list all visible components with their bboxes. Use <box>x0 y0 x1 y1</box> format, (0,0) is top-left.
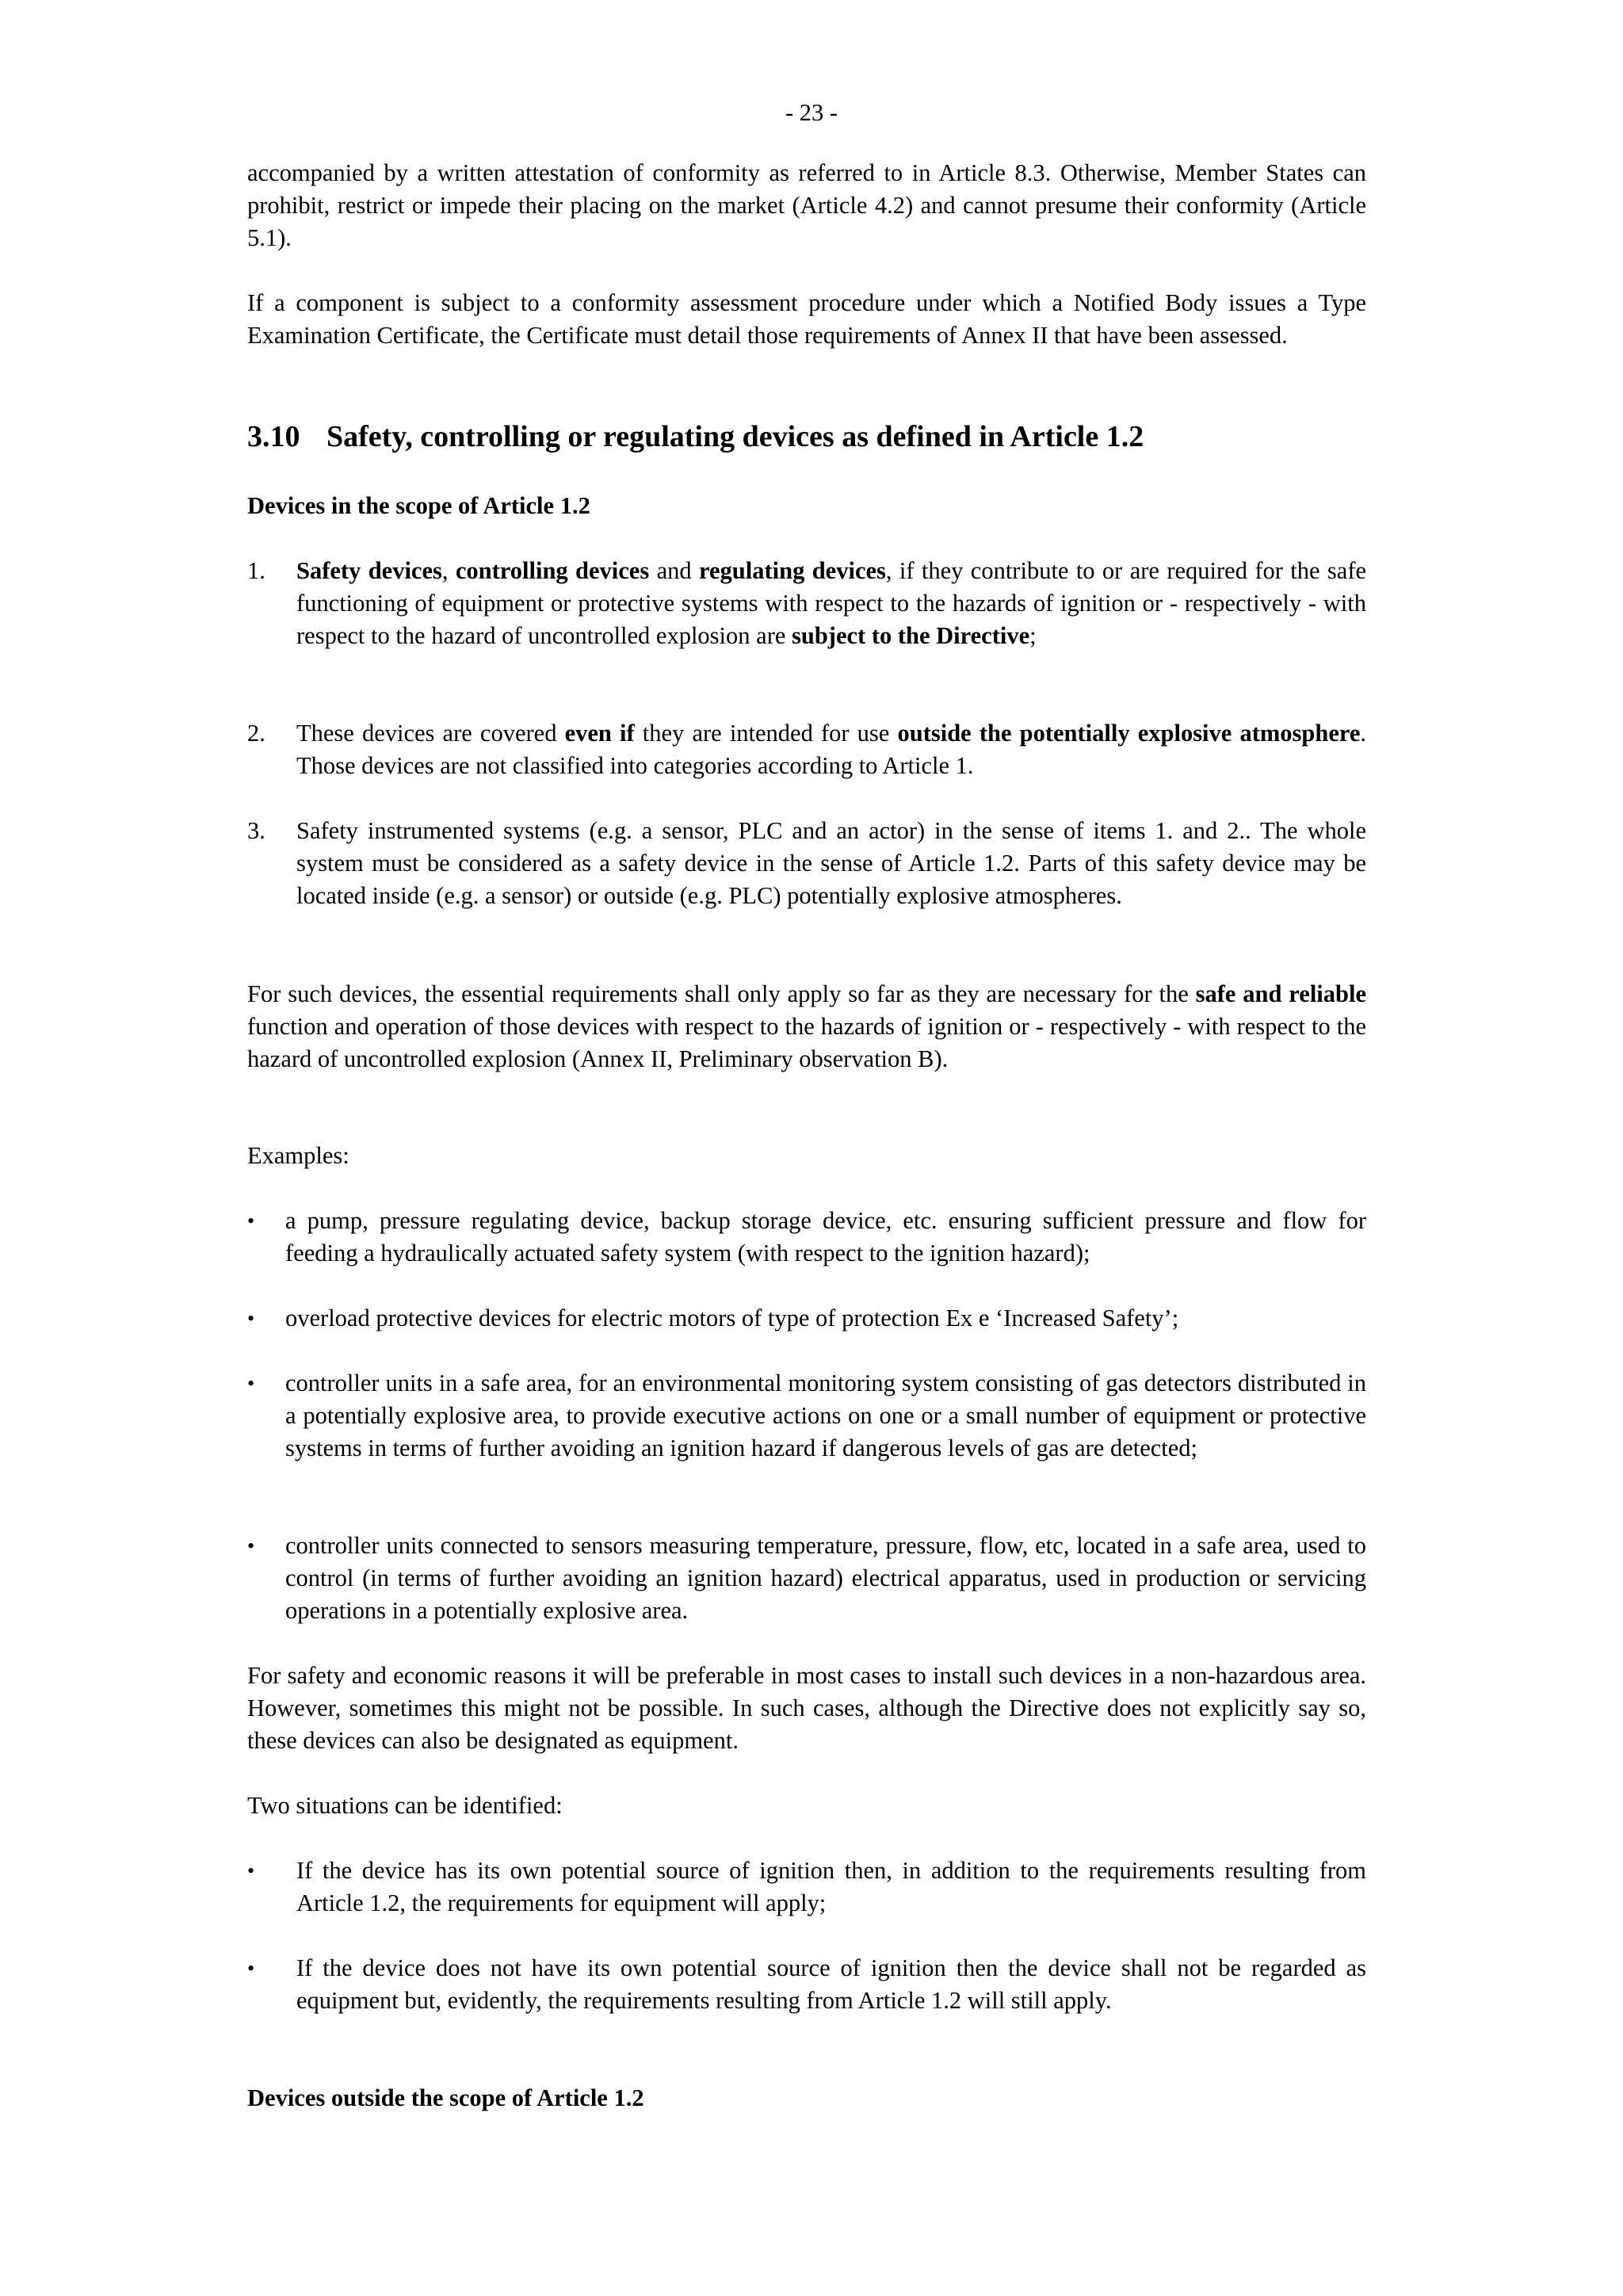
emphasis-text: outside the potentially explosive atmosphere <box>897 720 1361 747</box>
paragraph-non-hazardous: For safety and economic reasons it will be preferable in most cases to install such devices in a non-hazardous area. However, sometimes this might not be possible. In such cases, although the Directive does not explicitly say so, these devices can also be designated as equipment. <box>247 1662 1366 1754</box>
paragraph-attestation: accompanied by a written attestation of conformity as referred to in Article 8.3. Otherwise, Member States can prohibit, restrict or impede their placing on the market (Article 4.2) and cannot presume their conformity (Article 5.1). <box>247 159 1366 251</box>
examples-label: Examples: <box>247 1142 349 1169</box>
numbered-item-3 <box>247 815 1366 912</box>
item-marker: 2. <box>247 720 265 747</box>
item-text: Safety devices, controlling devices and regulating devices, if they contribute to or are required for the safe functioning of equipment or protective systems with respect to the hazards of ignition or - respectively - with respect to the hazard of uncontrolled explosion are subject to the Directive; <box>296 557 1367 649</box>
item-text: These devices are covered even if they are intended for use outside the potentially explosive atmosphere. Those devices are not classified into categories according to Article 1. <box>296 720 1367 779</box>
emphasis-text: Safety devices <box>296 557 442 584</box>
section-number: 3.10 <box>247 420 300 453</box>
subheading-in-scope: Devices in the scope of Article 1.2 <box>247 492 590 519</box>
numbered-item-1 <box>247 555 1366 652</box>
item-marker: 3. <box>247 817 265 844</box>
emphasis-text: safe and reliable <box>1195 980 1367 1007</box>
bullet-icon: • <box>247 1209 255 1232</box>
example-item: • a pump, pressure regulating device, backup storage device, etc. ensuring sufficient pressure and flow for feeding a hydraulically actuated safety system (with respect to the ignition hazard); <box>247 1205 1366 1270</box>
emphasis-text: controlling devices <box>455 557 650 584</box>
example-item: • controller units connected to sensors measuring temperature, pressure, flow, etc, located in a safe area, used to control (in terms of further avoiding an ignition hazard) electrical apparatus, used in production or servicing operations in a potentially explosive area. <box>247 1530 1366 1627</box>
paragraph-essential-requirements: For such devices, the essential requirements shall only apply so far as they are necessary for the safe and reliable function and operation of those devices with respect to the hazards of ignition or - respectively - with respect to the hazard of uncontrolled explosion (Annex II, Preliminary observation B). <box>247 980 1367 1072</box>
example-item: • overload protective devices for electric motors of type of protection Ex e ‘Increased Safety’; <box>247 1302 1366 1335</box>
section-heading <box>247 418 1366 455</box>
situation-item: • If the device does not have its own potential source of ignition then the device shall not be regarded as equipment but, evidently, the requirements resulting from Article 1.2 will still apply. <box>247 1952 1366 2017</box>
bullet-icon: • <box>247 1372 255 1395</box>
numbered-item-2 <box>247 717 1366 782</box>
emphasis-text: regulating devices <box>699 557 886 584</box>
section-title: Safety, controlling or regulating devices as defined in Article 1.2 <box>327 420 1144 453</box>
bullet-icon: • <box>247 1957 255 1980</box>
emphasis-text: subject to the Directive <box>792 622 1030 649</box>
bullet-icon: • <box>247 1307 255 1330</box>
situation-item: • If the device has its own potential source of ignition then, in addition to the requirements resulting from Article 1.2, the requirements for equipment will apply; <box>247 1855 1366 1920</box>
bullet-icon: • <box>247 1534 255 1557</box>
bullet-icon: • <box>247 1859 255 1882</box>
page-number: - 23 - <box>785 99 838 126</box>
paragraph-two-situations: Two situations can be identified: <box>247 1792 563 1819</box>
paragraph-type-examination: If a component is subject to a conformity assessment procedure under which a Notified Body issues a Type Examination Certificate, the Certificate must detail those requirements of Annex II that have been assessed. <box>247 289 1366 349</box>
item-text: Safety instrumented systems (e.g. a sensor, PLC and an actor) in the sense of items 1. and 2.. The whole system must be considered as a safety device in the sense of Article 1.2. Parts of this safety device may be located inside (e.g. a sensor) or outside (e.g. PLC) potentially explosive atmospheres. <box>296 817 1366 909</box>
item-marker: 1. <box>247 557 265 584</box>
subheading-outside-scope: Devices outside the scope of Article 1.2 <box>247 2084 644 2111</box>
emphasis-text: even if <box>564 720 635 747</box>
example-item: • controller units in a safe area, for an environmental monitoring system consisting of gas detectors distributed in a potentially explosive area, to provide executive actions on one or a small number of equipment or protective systems in terms of further avoiding an ignition hazard if dangerous levels of gas are detected; <box>247 1367 1366 1465</box>
